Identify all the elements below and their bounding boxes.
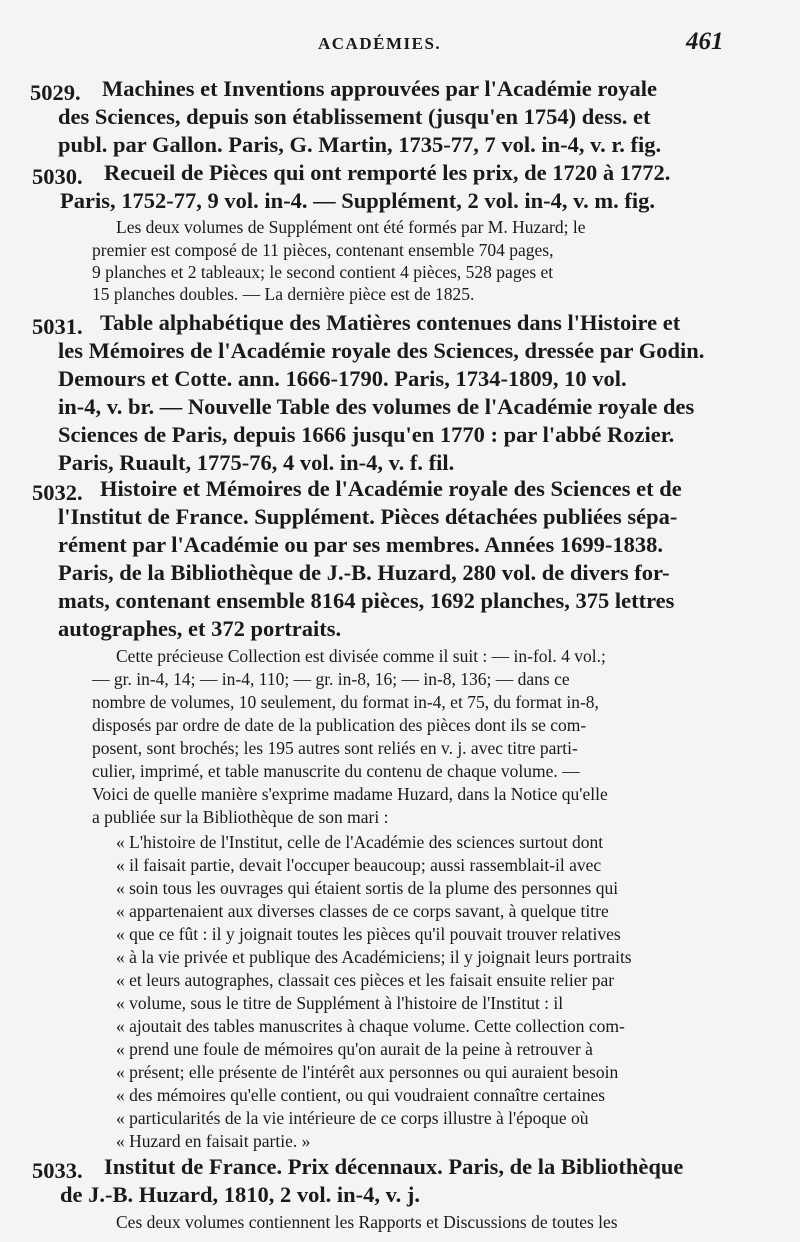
quote-line: « L'histoire de l'Institut, celle de l'Académie des sciences surtout dont bbox=[116, 832, 604, 852]
quote-line: « présent; elle présente de l'intérêt aux personnes ou qui auraient besoin bbox=[116, 1062, 619, 1082]
entry-text-line: Recueil de Pièces qui ont remporté les prix, de 1720 à 1772. bbox=[104, 160, 671, 185]
quote-line: « des mémoires qu'elle contient, ou qui voudraient connaître certaines bbox=[116, 1085, 606, 1105]
entry-number: 5033. bbox=[32, 1158, 83, 1183]
note-line: — gr. in-4, 14; — in-4, 110; — gr. in-8, 16; — in-8, 136; — dans ce bbox=[92, 669, 570, 689]
entry-text-line: Sciences de Paris, depuis 1666 jusqu'en 1770 : par l'abbé Rozier. bbox=[58, 422, 675, 447]
entry-text-line: autographes, et 372 portraits. bbox=[58, 616, 342, 641]
note-line: Voici de quelle manière s'exprime madame Huzard, dans la Notice qu'elle bbox=[92, 784, 608, 804]
entry-text-line: Histoire et Mémoires de l'Académie royale des Sciences et de bbox=[100, 476, 682, 501]
entry-text-line: in-4, v. br. — Nouvelle Table des volumes de l'Académie royale des bbox=[58, 394, 695, 419]
quote-line: « appartenaient aux diverses classes de ce corps savant, à quelque titre bbox=[116, 901, 609, 921]
note-line: culier, imprimé, et table manuscrite du contenu de chaque volume. — bbox=[92, 761, 580, 781]
entry-text-line: publ. par Gallon. Paris, G. Martin, 1735-77, 7 vol. in-4, v. r. fig. bbox=[58, 132, 662, 157]
entry-text-line: des Sciences, depuis son établissement (jusqu'en 1754) dess. et bbox=[58, 104, 651, 129]
quote-line: « il faisait partie, devait l'occuper beaucoup; aussi rassemblait-il avec bbox=[116, 855, 602, 875]
entry-text-line: Demours et Cotte. ann. 1666-1790. Paris, 1734-1809, 10 vol. bbox=[58, 366, 627, 391]
quote-line: « particularités de la vie intérieure de ce corps illustre à l'époque où bbox=[116, 1108, 589, 1128]
entry-text-line: mats, contenant ensemble 8164 pièces, 1692 planches, 375 lettres bbox=[58, 588, 675, 613]
quote-line: « que ce fût : il y joignait toutes les pièces qu'il pouvait trouver relatives bbox=[116, 924, 621, 944]
entry-text-line: l'Institut de France. Supplément. Pièces détachées publiées sépa- bbox=[58, 504, 678, 529]
quote-line: « Huzard en faisait partie. » bbox=[116, 1131, 311, 1151]
entry-text-line: Table alphabétique des Matières contenues dans l'Histoire et bbox=[100, 310, 681, 335]
note-line: nombre de volumes, 10 seulement, du format in-4, et 75, du format in-8, bbox=[92, 692, 599, 712]
note-line: disposés par ordre de date de la publication des pièces dont ils se com- bbox=[92, 715, 587, 735]
quote-line: « prend une foule de mémoires qu'on aurait de la peine à retrouver à bbox=[116, 1039, 593, 1059]
entry-text-line: Paris, 1752-77, 9 vol. in-4. — Supplément, 2 vol. in-4, v. m. fig. bbox=[60, 188, 656, 213]
entry-number: 5029. bbox=[30, 80, 81, 105]
entry-text-line: Paris, de la Bibliothèque de J.-B. Huzard, 280 vol. de divers for- bbox=[58, 560, 670, 585]
note-line: 15 planches doubles. — La dernière pièce est de 1825. bbox=[92, 284, 475, 304]
note-line: a publiée sur la Bibliothèque de son mari : bbox=[92, 807, 389, 827]
note-line: 9 planches et 2 tableaux; le second contient 4 pièces, 528 pages et bbox=[92, 262, 554, 282]
entry-text-line: Paris, Ruault, 1775-76, 4 vol. in-4, v. f. fil. bbox=[58, 450, 455, 475]
entry-text-line: Machines et Inventions approuvées par l'Académie royale bbox=[102, 76, 657, 101]
entry-number: 5031. bbox=[32, 314, 83, 339]
note-line: premier est composé de 11 pièces, contenant ensemble 704 pages, bbox=[92, 240, 554, 260]
page-number: 461 bbox=[686, 28, 724, 55]
running-head bbox=[0, 30, 800, 64]
quote-line: « volume, sous le titre de Supplément à l'histoire de l'Institut : il bbox=[116, 993, 564, 1013]
entry-number: 5032. bbox=[32, 480, 83, 505]
quote-line: « ajoutait des tables manuscrites à chaque volume. Cette collection com- bbox=[116, 1016, 625, 1036]
entry-text-line: rément par l'Académie ou par ses membres. Années 1699-1838. bbox=[58, 532, 663, 557]
entry-text-line: les Mémoires de l'Académie royale des Sciences, dressée par Godin. bbox=[58, 338, 705, 363]
running-title: ACADÉMIES. bbox=[318, 34, 442, 53]
note-line: posent, sont brochés; les 195 autres sont reliés en v. j. avec titre parti- bbox=[92, 738, 578, 758]
note-line: Les deux volumes de Supplément ont été formés par M. Huzard; le bbox=[116, 217, 586, 237]
entry-number: 5030. bbox=[32, 164, 83, 189]
entry-text-line: Institut de France. Prix décennaux. Paris, de la Bibliothèque bbox=[104, 1154, 684, 1179]
quote-line: « à la vie privée et publique des Académiciens; il y joignait leurs portraits bbox=[116, 947, 632, 967]
quote-line: « soin tous les ouvrages qui étaient sortis de la plume des personnes qui bbox=[116, 878, 619, 898]
quote-line: « et leurs autographes, classait ces pièces et les faisait ensuite relier par bbox=[116, 970, 615, 990]
note-line: Cette précieuse Collection est divisée comme il suit : — in-fol. 4 vol.; bbox=[116, 646, 606, 666]
note-line: Ces deux volumes contiennent les Rapports et Discussions de toutes les bbox=[116, 1212, 618, 1232]
entry-text-line: de J.-B. Huzard, 1810, 2 vol. in-4, v. j. bbox=[60, 1182, 421, 1207]
